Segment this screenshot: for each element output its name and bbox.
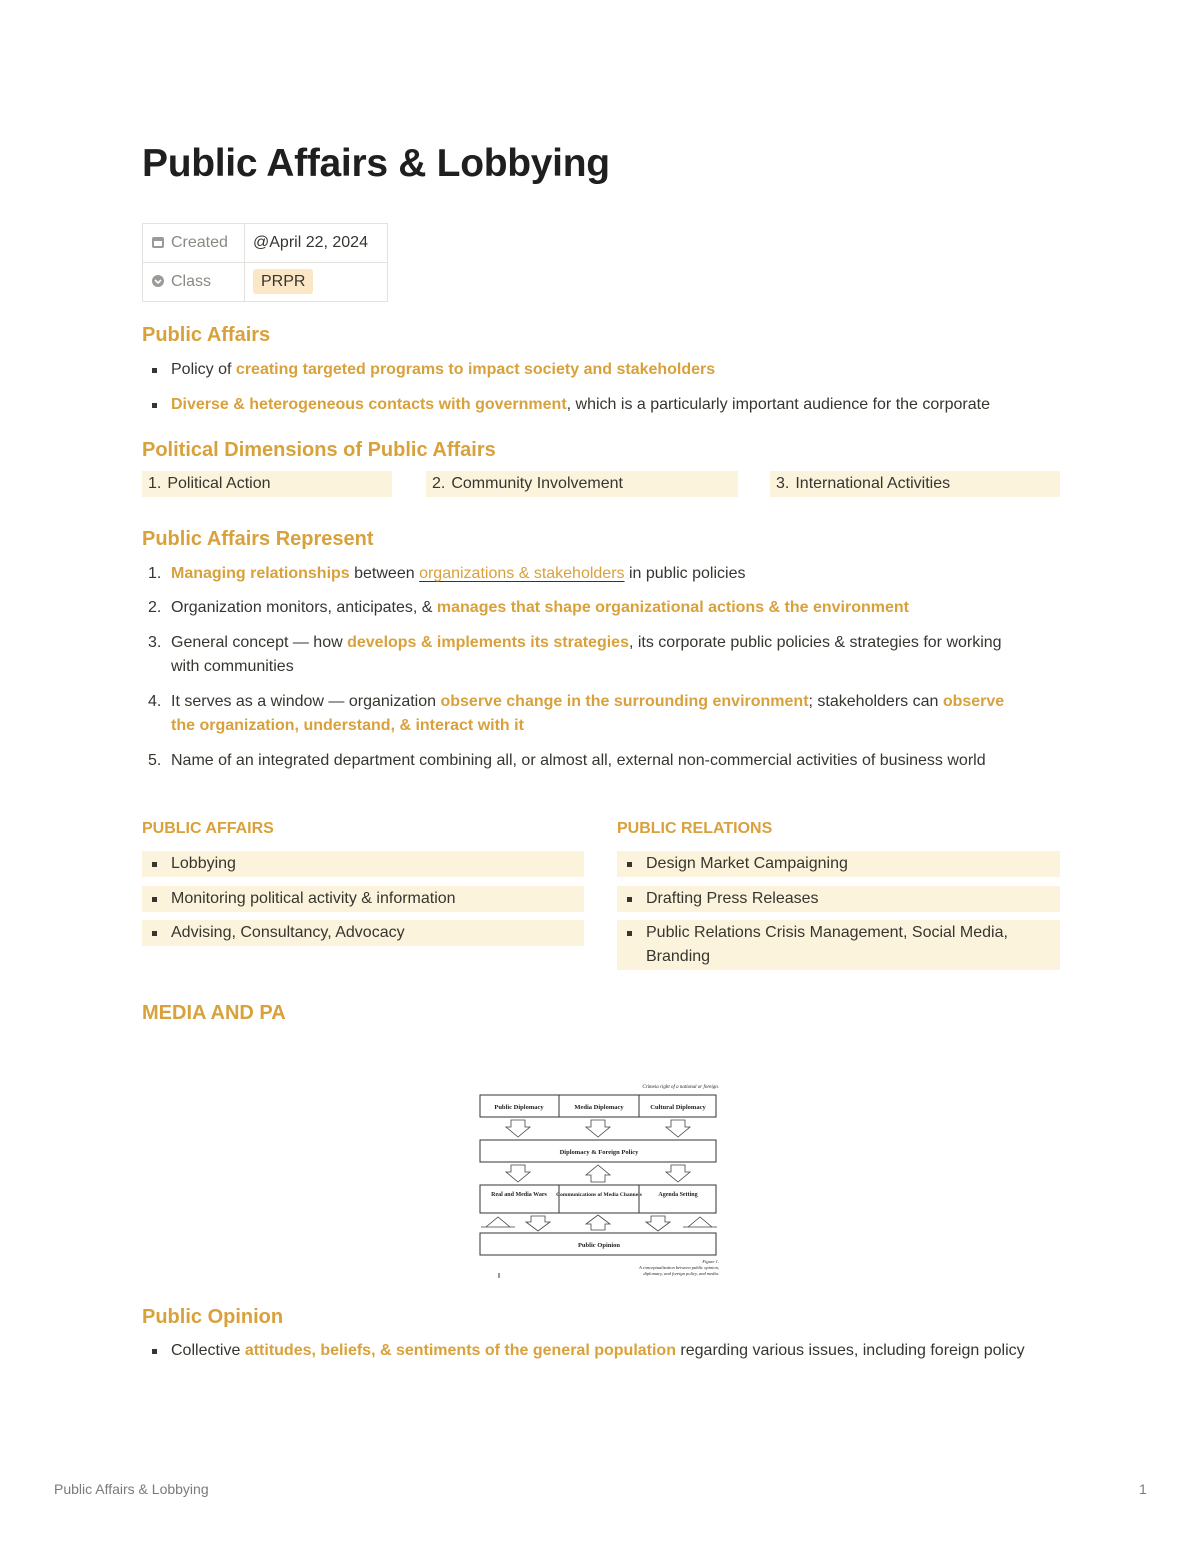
down-arrow-icon [666,1165,690,1182]
figure-public-diplomacy: Public Diplomacy [494,1104,544,1111]
up-arrow-icon [586,1165,610,1182]
political-dimensions-heading: Political Dimensions of Public Affairs [142,439,496,461]
figure-public-opinion: Public Opinion [577,1242,621,1249]
public-affairs-column-heading: PUBLIC AFFAIRS [142,820,274,837]
properties-table [142,223,388,302]
list-item: Lobbying [142,851,584,877]
bullet-icon [152,897,157,902]
down-arrow-icon [646,1216,670,1231]
represent-heading: Public Affairs Represent [142,528,374,550]
down-arrow-icon [586,1120,610,1137]
select-icon [151,274,165,288]
footer-title: Public Affairs & Lobbying [54,1481,209,1497]
list-item: Design Market Campaigning [617,851,1060,877]
dimension-item: 3. International Activities [770,471,1060,497]
list-item: Advising, Consultancy, Advocacy [142,920,584,946]
bullet-icon [152,931,157,936]
media-diplomacy-diagram [479,1080,724,1285]
down-arrow-icon [526,1216,550,1231]
class-label: Class [171,273,212,290]
page-title: Public Affairs & Lobbying [142,142,610,185]
numbered-item: 1. Managing relationships between organizations & stakeholders in public policies [148,565,746,582]
up-arrow-icon [586,1215,610,1230]
list-item: Collective attitudes, beliefs, & sentiments of the general population regarding various issues, including foreign policy [142,1339,1062,1363]
public-relations-column-heading: PUBLIC RELATIONS [617,820,773,837]
media-pa-heading: MEDIA AND PA [142,1002,286,1024]
list-item: Drafting Press Releases [617,886,1060,912]
numbered-item: 3. General concept — how develops & implements its strategies, its corporate public policies & strategies for working with communities [148,634,1002,675]
bullet-icon [627,931,632,936]
figure-caption-1: Figure 1. [702,1259,719,1264]
bullet-icon [152,368,157,373]
calendar-icon [151,235,165,249]
figure-caption-2: A conceptualization between public opinion, [638,1265,719,1270]
public-affairs-heading: Public Affairs [142,324,271,346]
figure-diplomacy-foreign-policy: Diplomacy & Foreign Policy [559,1149,639,1156]
bullet-icon [627,897,632,902]
figure-top-note: Crimeia right of a national or foreign. [642,1085,719,1090]
down-arrow-icon [666,1120,690,1137]
public-opinion-heading: Public Opinion [142,1306,284,1328]
up-arrow-icon [683,1217,717,1227]
bullet-icon [152,1349,157,1354]
numbered-item: 2. Organization monitors, anticipates, & manages that shape organizational actions & the environment [148,599,909,616]
dimension-item: 2. Community Involvement [426,471,738,497]
figure-media-diplomacy: Media Diplomacy [574,1104,624,1111]
bullet-icon [627,862,632,867]
bullet-icon [152,403,157,408]
down-arrow-icon [506,1165,530,1182]
figure-caption-3: diplomacy, and foreign policy, and media. [643,1271,719,1276]
class-tag[interactable]: PRPR [253,269,313,294]
list-item: Monitoring political activity & information [142,886,584,912]
list-item: Public Relations Crisis Management, Social Media, Branding [617,920,1060,970]
up-arrow-icon [481,1217,515,1227]
figure-real-media-wars: Real and Media Wars [491,1192,547,1198]
created-label: Created [171,234,228,251]
figure-cultural-diplomacy: Cultural Diplomacy [650,1104,706,1111]
property-class [143,263,388,302]
list-item: Policy of creating targeted programs to impact society and stakeholders [142,358,1062,382]
footer-page-number: 1 [1139,1481,1147,1497]
bullet-icon [152,862,157,867]
figure-communications-media: Communications of Media Channels [556,1192,642,1198]
numbered-item: 5. Name of an integrated department combining all, or almost all, external non-commercial activities of business world [148,752,986,769]
created-value[interactable]: @April 22, 2024 [245,224,388,263]
figure-agenda-setting: Agenda Setting [658,1192,698,1198]
dimension-item: 1. Political Action [142,471,392,497]
numbered-item: 4. It serves as a window — organization observe change in the surrounding environment; stakeholders can observe the organization, understand, & interact with it [148,693,1005,734]
property-created [143,224,388,263]
down-arrow-icon [506,1120,530,1137]
list-item: Diverse & heterogeneous contacts with government, which is a particularly important audience for the corporate [142,393,1062,417]
organizations-link[interactable]: organizations & stakeholders [419,565,625,582]
